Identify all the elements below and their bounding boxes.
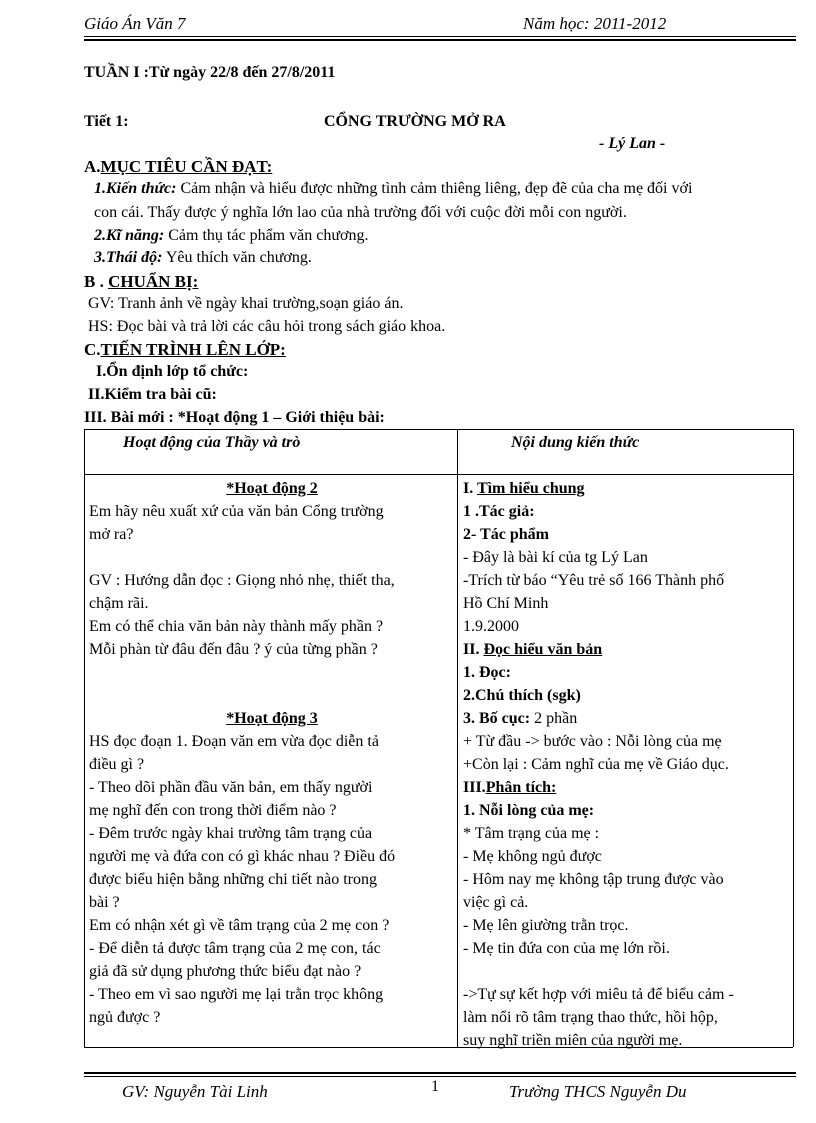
- lesson-label: Tiết 1:: [84, 113, 129, 130]
- section-c-heading: C.TIẾN TRÌNH LÊN LỚP:: [84, 340, 286, 359]
- right-line: ->Tự sự kết hợp với miêu tả để biểu cảm -: [463, 986, 734, 1003]
- right-line: - Hôm nay mẹ không tập trung được vào: [463, 871, 724, 888]
- prep-hs: HS: Đọc bài và trả lời các câu hỏi trong sách giáo khoa.: [88, 318, 446, 335]
- section-a-heading: A.MỤC TIÊU CẦN ĐẠT:: [84, 157, 273, 176]
- right-line: * Tâm trạng của mẹ :: [463, 825, 600, 842]
- right-line: 2- Tác phẩm: [463, 526, 549, 543]
- footer-teacher: GV: Nguyễn Tài Linh: [122, 1082, 268, 1101]
- prep-gv: GV: Tranh ảnh về ngày khai trường,soạn giáo án.: [88, 295, 404, 312]
- page-number: 1: [431, 1078, 439, 1095]
- table-left-border: [84, 429, 85, 1047]
- skill-line: 2.Kĩ năng: Cảm thụ tác phẩm văn chương.: [94, 227, 369, 244]
- right-line: - Đây là bài kí của tg Lý Lan: [463, 549, 648, 566]
- knowledge-content: [463, 477, 791, 1052]
- step-2: II.Kiểm tra bài cũ:: [88, 386, 217, 403]
- left-spacer: [89, 546, 455, 569]
- header-rule-top: [84, 36, 796, 37]
- right-spacer: [463, 960, 791, 983]
- lesson-title: CỔNG TRƯỜNG MỞ RA: [324, 113, 506, 130]
- header-rule-bottom: [84, 39, 796, 41]
- left-line: - Đêm trước ngày khai trường tâm trạng của: [89, 825, 373, 842]
- left-spacer: [89, 661, 455, 707]
- left-line: bài ?: [89, 894, 120, 911]
- left-line: người mẹ và đứa con có gì khác nhau ? Điều đó: [89, 848, 396, 865]
- activity-2-heading: *Hoạt động 2: [226, 480, 318, 497]
- week-line: TUẦN I :Từ ngày 22/8 đến 27/8/2011: [84, 64, 336, 81]
- right-line: 1.9.2000: [463, 618, 519, 635]
- right-line: 1 .Tác giả:: [463, 503, 535, 520]
- table-header-divider: [84, 474, 793, 475]
- right-line: +Còn lại : Cảm nghĩ của mẹ về Giáo dục.: [463, 756, 729, 773]
- footer-rule-bottom: [84, 1076, 796, 1077]
- left-line: mở ra?: [89, 526, 134, 543]
- right-line: 1. Đọc:: [463, 664, 511, 681]
- right-line: làm nổi rõ tâm trạng thao thức, hồi hộp,: [463, 1009, 718, 1026]
- right-line: - Mẹ lên giường trằn trọc.: [463, 917, 629, 934]
- header-left: Giáo Án Văn 7: [84, 14, 186, 33]
- table-top-border: [84, 429, 793, 430]
- section-analysis: III.Phân tích:: [463, 779, 557, 796]
- right-line: - Mẹ tin đứa con của mẹ lớn rồi.: [463, 940, 670, 957]
- left-line: Em có thể chia văn bản này thành mấy phần ?: [89, 618, 384, 635]
- left-line: điều gì ?: [89, 756, 145, 773]
- left-line: GV : Hướng dẫn đọc : Giọng nhỏ nhẹ, thiết tha,: [89, 572, 395, 589]
- left-line: Em có nhận xét gì về tâm trạng của 2 mẹ con ?: [89, 917, 390, 934]
- left-line: giả đã sử dụng phương thức biểu đạt nào ?: [89, 963, 362, 980]
- table-right-border: [793, 429, 794, 1047]
- step-1: I.Ổn định lớp tổ chức:: [96, 363, 249, 380]
- right-line: suy nghĩ triền miên của người mẹ.: [463, 1032, 683, 1049]
- activity-3-heading: *Hoạt động 3: [226, 710, 318, 727]
- left-line: Mỗi phàn từ đâu đến đâu ? ý của từng phần ?: [89, 641, 378, 658]
- teacher-activities: [89, 477, 455, 1029]
- footer-rule-top: [84, 1072, 796, 1074]
- col-header-teacher: Hoạt động của Thầy và trò: [123, 434, 301, 451]
- right-line: + Từ đầu -> bước vào : Nỗi lòng của mẹ: [463, 733, 722, 750]
- left-line: - Để diễn tả được tâm trạng của 2 mẹ con, tác: [89, 940, 381, 957]
- section-b-heading: B . CHUẨN BỊ:: [84, 272, 199, 291]
- attitude-line: 3.Thái độ: Yêu thích văn chương.: [94, 249, 312, 266]
- right-line: 2.Chú thích (sgk): [463, 687, 581, 704]
- knowledge-line-2: con cái. Thấy được ý nghĩa lớn lao của nhà trường đối với cuộc đời mỗi con người.: [94, 204, 627, 221]
- section-reading: II. Đọc hiểu văn bản: [463, 641, 603, 658]
- right-line: -Trích từ báo “Yêu trẻ số 166 Thành phố: [463, 572, 725, 589]
- knowledge-line-1: 1.Kiến thức: Cảm nhận và hiểu được những tình cảm thiêng liêng, đẹp đẽ của cha mẹ đối với: [94, 180, 693, 197]
- footer-school: Trường THCS Nguyễn Du: [509, 1082, 687, 1101]
- left-line: chậm rãi.: [89, 595, 149, 612]
- col-header-content: Nội dung kiến thức: [511, 434, 640, 451]
- left-line: HS đọc đoạn 1. Đoạn văn em vừa đọc diễn tả: [89, 733, 379, 750]
- right-line: 3. Bố cục: 2 phần: [463, 710, 578, 727]
- left-line: được biểu hiện bằng những chi tiết nào trong: [89, 871, 377, 888]
- left-line: Em hãy nêu xuất xứ của văn bản Cổng trường: [89, 503, 384, 520]
- table-column-divider: [457, 429, 458, 1047]
- right-line: - Mẹ không ngủ được: [463, 848, 602, 865]
- right-line: việc gì cả.: [463, 894, 529, 911]
- header-right: Năm học: 2011-2012: [523, 14, 667, 33]
- lesson-author: - Lý Lan -: [599, 135, 666, 152]
- left-line: - Theo dõi phần đầu văn bản, em thấy người: [89, 779, 373, 796]
- section-general: I. Tìm hiểu chung: [463, 480, 585, 497]
- left-line: ngủ được ?: [89, 1009, 161, 1026]
- right-line: 1. Nỗi lòng của mẹ:: [463, 802, 595, 819]
- right-line: Hồ Chí Minh: [463, 595, 549, 612]
- step-3: III. Bài mới : *Hoạt động 1 – Giới thiệu bài:: [84, 409, 385, 426]
- left-line: - Theo em vì sao người mẹ lại trằn trọc không: [89, 986, 384, 1003]
- left-line: mẹ nghĩ đến con trong thời điểm nào ?: [89, 802, 337, 819]
